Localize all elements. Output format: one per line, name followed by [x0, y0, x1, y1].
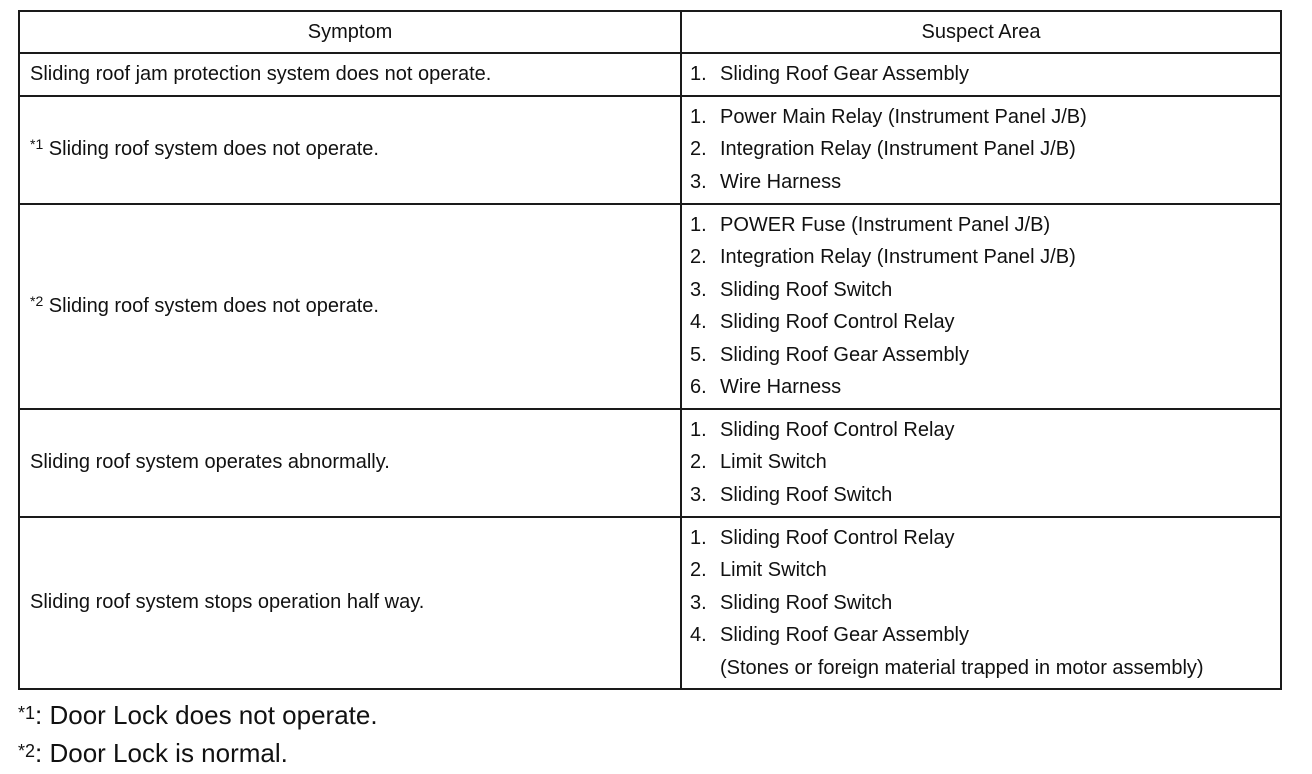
suspect-area-list — [690, 101, 1270, 199]
symptom-text: Sliding roof system does not operate. — [43, 294, 379, 317]
list-item — [690, 522, 1270, 555]
item-number: 1. — [690, 105, 707, 128]
item-number: 6. — [690, 376, 707, 398]
list-item — [690, 554, 1270, 587]
item-text: Sliding Roof Switch — [720, 591, 893, 614]
suspect-area-cell — [681, 96, 1281, 204]
suspect-area-cell — [681, 204, 1281, 409]
footnote — [18, 696, 1280, 734]
symptom-cell — [19, 204, 681, 409]
item-text: Sliding Roof Switch — [720, 483, 893, 506]
item-text: Sliding Roof Gear Assembly — [720, 624, 970, 646]
item-text: Sliding Roof Gear Assembly — [720, 63, 970, 85]
item-number: 4. — [690, 311, 707, 333]
item-text: Sliding Roof Switch — [720, 278, 893, 301]
list-item — [690, 241, 1270, 274]
item-number: 1. — [690, 418, 707, 441]
item-number: 2. — [690, 559, 707, 581]
symptom-column-header: Symptom — [19, 11, 681, 53]
symptom-cell — [19, 96, 681, 204]
list-item — [690, 306, 1270, 339]
item-number: 2. — [690, 451, 707, 474]
item-number: 1. — [690, 526, 707, 549]
footnote-text: : Door Lock does not operate. — [35, 699, 378, 730]
table-row — [19, 517, 1281, 689]
item-number: 1. — [690, 63, 707, 85]
item-text: Power Main Relay (Instrument Panel J/B) — [720, 105, 1087, 128]
table-row — [19, 409, 1281, 517]
table-header-row — [19, 11, 1281, 53]
symptom-cell — [19, 409, 681, 517]
symptom-text: Sliding roof system does not operate. — [43, 138, 379, 160]
list-item — [690, 446, 1270, 479]
list-item — [690, 371, 1270, 404]
item-text: Wire Harness — [720, 170, 842, 193]
item-number: 3. — [690, 278, 707, 301]
list-item — [690, 133, 1270, 166]
list-item — [690, 166, 1270, 199]
item-text: Sliding Roof Control Relay — [720, 418, 955, 441]
item-text: Wire Harness — [720, 376, 842, 398]
item-text: Integration Relay (Instrument Panel J/B) — [720, 138, 1076, 161]
footnote-reference: *2 — [30, 292, 44, 309]
list-item — [690, 414, 1270, 447]
suspect-area-list — [690, 58, 1270, 91]
item-number: 1. — [690, 213, 707, 236]
list-item — [690, 479, 1270, 512]
item-text: Integration Relay (Instrument Panel J/B) — [720, 246, 1076, 268]
suspect-area-cell — [681, 53, 1281, 96]
symptom-cell — [19, 53, 681, 96]
item-text: Limit Switch — [720, 559, 827, 581]
table-row — [19, 53, 1281, 96]
table-row — [19, 204, 1281, 409]
footnotes — [18, 696, 1280, 772]
list-item — [690, 101, 1270, 134]
item-number: 2. — [690, 138, 707, 161]
item-number: 2. — [690, 246, 707, 268]
item-number: 3. — [690, 591, 707, 614]
list-item — [690, 339, 1270, 372]
item-text: Sliding Roof Control Relay — [720, 311, 955, 333]
item-number: 3. — [690, 170, 707, 193]
table-body — [19, 53, 1281, 689]
symptom-text: Sliding roof jam protection system does not operate. — [30, 62, 492, 85]
symptom-text: Sliding roof system operates abnormally. — [30, 451, 390, 473]
problem-symptoms-table — [18, 10, 1282, 690]
item-text: Sliding Roof Gear Assembly — [720, 343, 970, 366]
suspect-area-list — [690, 522, 1270, 684]
footnote-mark: *2 — [18, 740, 36, 761]
suspect-area-cell — [681, 409, 1281, 517]
suspect-area-cell — [681, 517, 1281, 689]
list-item — [690, 209, 1270, 242]
item-text: Sliding Roof Control Relay — [720, 526, 955, 549]
item-text: Limit Switch — [720, 451, 827, 474]
suspect-area-column-header: Suspect Area — [681, 11, 1281, 53]
suspect-area-list — [690, 414, 1270, 512]
item-note: (Stones or foreign material trapped in motor assembly) — [720, 656, 1204, 679]
list-item — [690, 274, 1270, 307]
troubleshooting-document — [18, 10, 1280, 772]
item-number: 3. — [690, 483, 707, 506]
list-item — [690, 587, 1270, 620]
footnote-mark: *1 — [18, 702, 36, 723]
footnote-text: : Door Lock is normal. — [35, 737, 288, 768]
footnote — [18, 734, 1280, 772]
list-item — [690, 58, 1270, 91]
footnote-reference: *1 — [30, 136, 44, 152]
list-item — [690, 619, 1270, 684]
symptom-cell — [19, 517, 681, 689]
suspect-area-list — [690, 209, 1270, 404]
table-row — [19, 96, 1281, 204]
item-text: POWER Fuse (Instrument Panel J/B) — [720, 213, 1051, 236]
item-number: 4. — [690, 624, 707, 646]
item-number: 5. — [690, 343, 707, 366]
symptom-text: Sliding roof system stops operation half way. — [30, 591, 425, 613]
